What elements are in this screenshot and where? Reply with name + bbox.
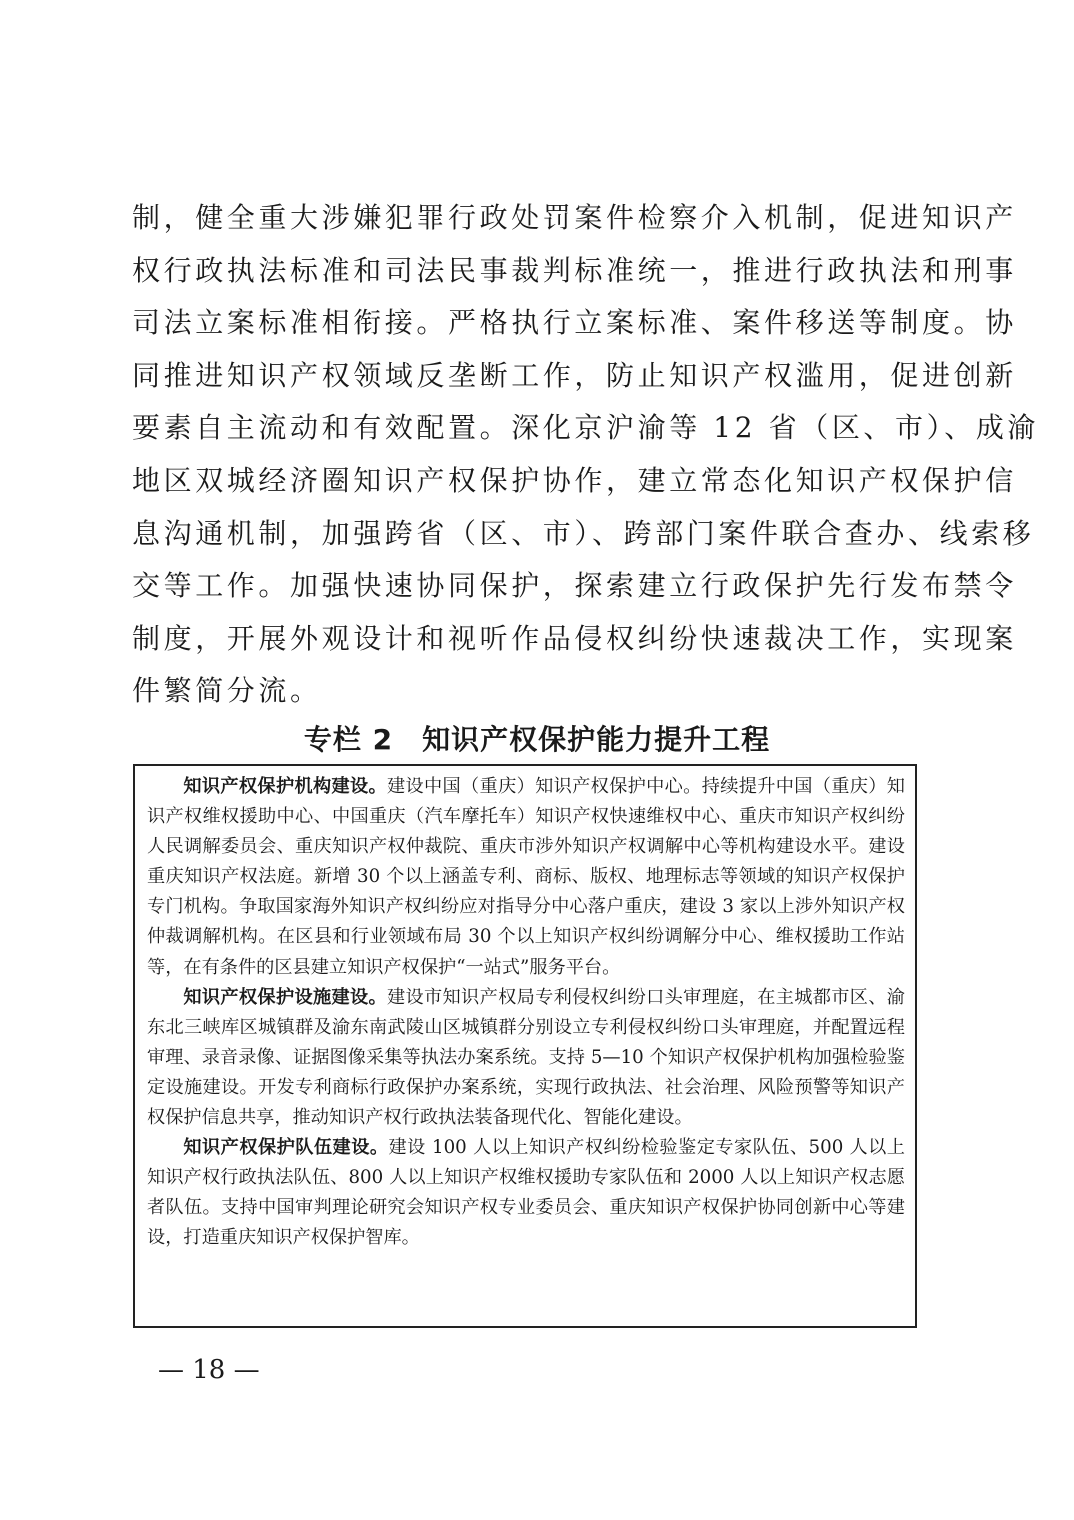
body-line: 制度，开展外观设计和视听作品侵权纠纷快速裁决工作，实现案 — [132, 621, 1017, 655]
body-paragraph — [132, 192, 1040, 718]
column-paragraph-teams — [147, 1133, 905, 1253]
body-line: 息沟通机制，加强跨省（区、市）、跨部门案件联合查办、线索移 — [132, 516, 1035, 550]
paragraph-text: 建设市知识产权局专利侵权纠纷口头审理庭，在主城都市区、渝东北三峡库区城镇群及渝东南武陵山区城镇群分别设立专利侵权纠纷口头审理庭，并配置远程审理、录音录像、证据图像采集等执法办案系统。支持 5—10 个知识产权保护机构加强检验鉴定设施建设。开发专利商标行政保护办案系统，实现行政执法、社会治理、风险预警等知识产权保护信息共享，推动知识产权行政执法装备现代化、智能化建设。 — [147, 986, 905, 1129]
body-line: 权行政执法标准和司法民事裁判标准统一，推进行政执法和刑事 — [132, 253, 1017, 287]
body-line: 交等工作。加强快速协同保护，探索建立行政保护先行发布禁令 — [132, 569, 1017, 603]
body-line: 要素自主流动和有效配置。深化京沪渝等 12 省（区、市）、成渝 — [132, 411, 1040, 445]
column-title: 专栏 2 知识产权保护能力提升工程 — [303, 723, 771, 756]
column-paragraph-institutions — [147, 772, 905, 983]
page-number-text: — 18 — — [158, 1355, 260, 1385]
paragraph-heading: 知识产权保护机构建设。 — [183, 776, 388, 797]
paragraph-heading: 知识产权保护设施建设。 — [183, 986, 388, 1008]
body-line: 同推进知识产权领域反垄断工作，防止知识产权滥用，促进创新 — [132, 358, 1017, 392]
column-paragraph-facilities — [147, 983, 905, 1133]
column-box — [133, 764, 917, 1328]
body-line: 司法立案标准相衔接。严格执行立案标准、案件移送等制度。协 — [132, 306, 1017, 340]
body-line: 制，健全重大涉嫌犯罪行政处罚案件检察介入机制，促进知识产 — [132, 201, 1017, 234]
paragraph-text: 建设 100 人以上知识产权纠纷检验鉴定专家队伍、500 人以上知识产权行政执法队伍、800 人以上知识产权维权援助专家队伍和 2000 人以上知识产权志愿者队伍。支持中国审判理论研究会知识产权专业委员会、重庆知识产权保护协同创新中心等建设，打造重庆知识产权保护智库。 — [147, 1137, 905, 1249]
body-line: 地区双城经济圈知识产权保护协作，建立常态化知识产权保护信 — [132, 463, 1017, 497]
paragraph-text: 建设中国（重庆）知识产权保护中心。持续提升中国（重庆）知识产权维权援助中心、中国重庆（汽车摩托车）知识产权快速维权中心、重庆市知识产权纠纷人民调解委员会、重庆知识产权仲裁院、重庆市涉外知识产权调解中心等机构建设水平。建设重庆知识产权法庭。新增 30 个以上涵盖专利、商标、版权、地理标志等领域的知识产权保护专门机构。争取国家海外知识产权纠纷应对指导分中心落户重庆，建设 3 家以上涉外知识产权仲裁调解机构。在区县和行业领域布局 30 个以上知识产权纠纷调解分中心、维权援助工作站等，在有条件的区县建立知识产权保护“一站式”服务平台。 — [147, 776, 905, 978]
body-line: 件繁简分流。 — [132, 674, 322, 708]
paragraph-heading: 知识产权保护队伍建设。 — [183, 1137, 389, 1159]
